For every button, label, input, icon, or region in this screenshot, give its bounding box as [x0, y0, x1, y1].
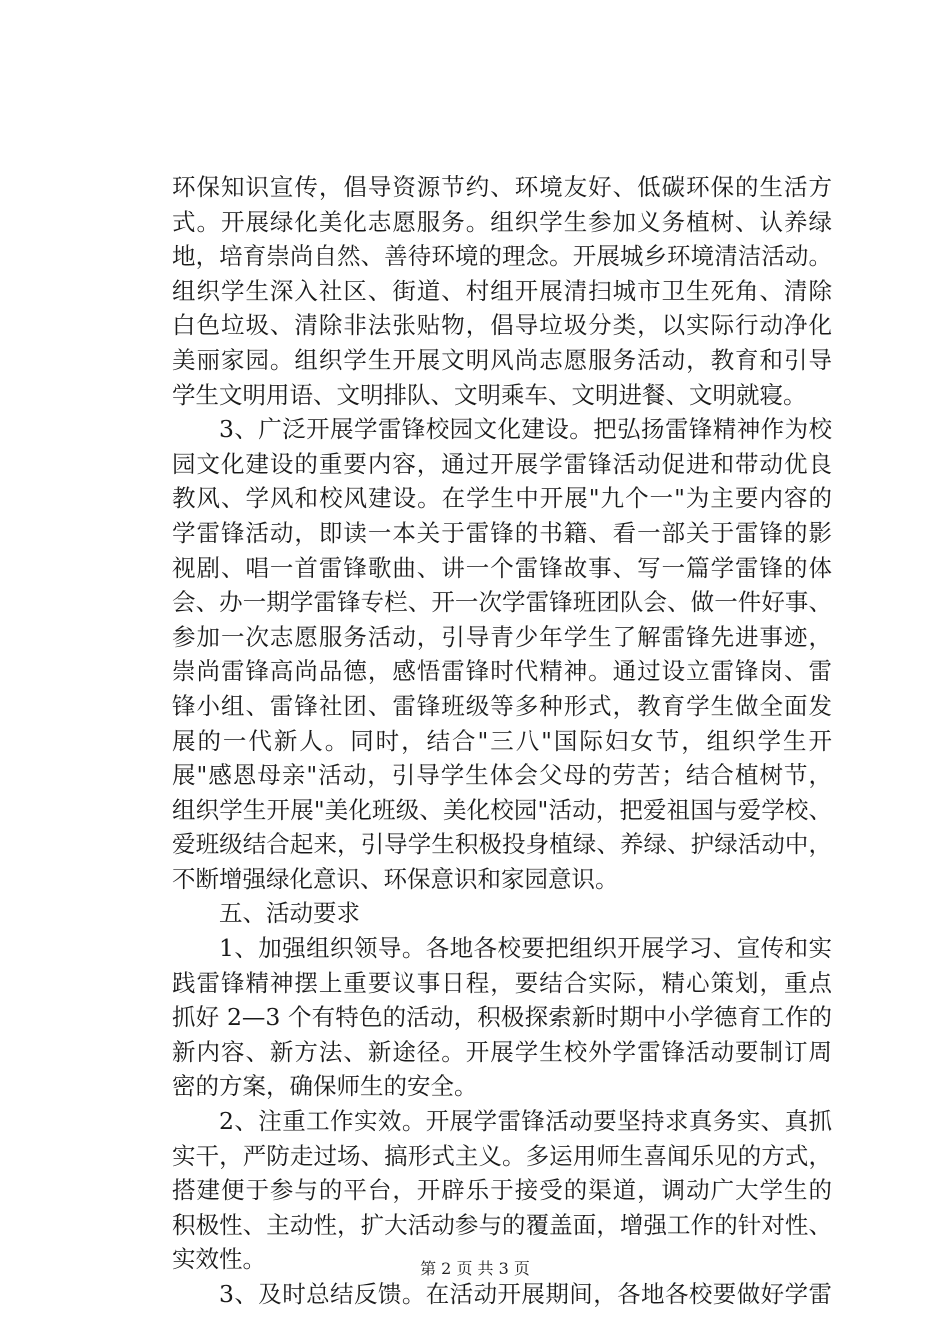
text-line: 践雷锋精神摆上重要议事日程，要结合实际，精心策划，重点	[172, 968, 832, 997]
text-line: 环保知识宣传，倡导资源节约、环境友好、低碳环保的生活方	[172, 173, 832, 201]
document-body	[172, 170, 832, 1312]
text-line: 展"感恩母亲"活动，引导学生体会父母的劳苦；结合植树节，	[172, 761, 832, 790]
text-line: 密的方案，确保师生的安全。	[172, 1072, 478, 1101]
text-line: 新内容、新方法、新途径。开展学生校外学雷锋活动要制订周	[172, 1037, 832, 1066]
text-line: 搭建便于参与的平台，开辟乐于接受的渠道，调动广大学生的	[172, 1176, 832, 1205]
text-line: 2、注重工作实效。开展学雷锋活动要坚持求真务实、真抓	[219, 1107, 832, 1136]
text-line: 园文化建设的重要内容，通过开展学雷锋活动促进和带动优良	[172, 449, 832, 478]
text-line: 3、广泛开展学雷锋校园文化建设。把弘扬雷锋精神作为校	[219, 415, 832, 444]
text-line: 式。开展绿化美化志愿服务。组织学生参加义务植树、认养绿	[172, 207, 832, 236]
text-line: 白色垃圾、清除非法张贴物，倡导垃圾分类，以实际行动净化	[172, 311, 832, 340]
text-line: 积极性、主动性，扩大活动参与的覆盖面，增强工作的针对性、	[172, 1210, 832, 1239]
text-line: 崇尚雷锋高尚品德，感悟雷锋时代精神。通过设立雷锋岗、雷	[172, 657, 832, 686]
text-line: 美丽家园。组织学生开展文明风尚志愿服务活动，教育和引导	[172, 345, 832, 374]
text-line: 组织学生深入社区、街道、村组开展清扫城市卫生死角、清除	[172, 276, 832, 305]
text-line: 参加一次志愿服务活动，引导青少年学生了解雷锋先进事迹，	[172, 622, 832, 651]
text-line: 视剧、唱一首雷锋歌曲、讲一个雷锋故事、写一篇学雷锋的体	[172, 553, 832, 582]
text-line: 展的一代新人。同时，结合"三八"国际妇女节，组织学生开	[172, 726, 832, 755]
page-footer: 第 2 页 共 3 页	[420, 1259, 530, 1278]
text-line: 五、活动要求	[219, 899, 360, 928]
text-line: 组织学生开展"美化班级、美化校园"活动，把爱祖国与爱学校、	[172, 795, 832, 824]
text-line: 实干，严防走过场、搞形式主义。多运用师生喜闻乐见的方式，	[172, 1141, 832, 1170]
text-line: 实效性。	[172, 1245, 266, 1274]
text-line: 抓好 2—3 个有特色的活动，积极探索新时期中小学德育工作的	[172, 1003, 832, 1032]
text-line: 1、加强组织领导。各地各校要把组织开展学习、宣传和实	[219, 934, 832, 963]
text-line: 锋小组、雷锋社团、雷锋班级等多种形式，教育学生做全面发	[172, 691, 832, 720]
text-line: 会、办一期学雷锋专栏、开一次学雷锋班团队会、做一件好事、	[172, 588, 832, 617]
text-line: 学雷锋活动，即读一本关于雷锋的书籍、看一部关于雷锋的影	[172, 518, 832, 547]
text-line: 3、及时总结反馈。在活动开展期间，各地各校要做好学雷	[219, 1280, 832, 1308]
text-line: 爱班级结合起来，引导学生积极投身植绿、养绿、护绿活动中，	[172, 830, 832, 859]
text-line: 地，培育崇尚自然、善待环境的理念。开展城乡环境清洁活动。	[172, 242, 832, 271]
text-line: 学生文明用语、文明排队、文明乘车、文明进餐、文明就寝。	[172, 380, 807, 409]
text-line: 教风、学风和校风建设。在学生中开展"九个一"为主要内容的	[172, 484, 832, 513]
text-line: 不断增强绿化意识、环保意识和家园意识。	[172, 864, 619, 893]
